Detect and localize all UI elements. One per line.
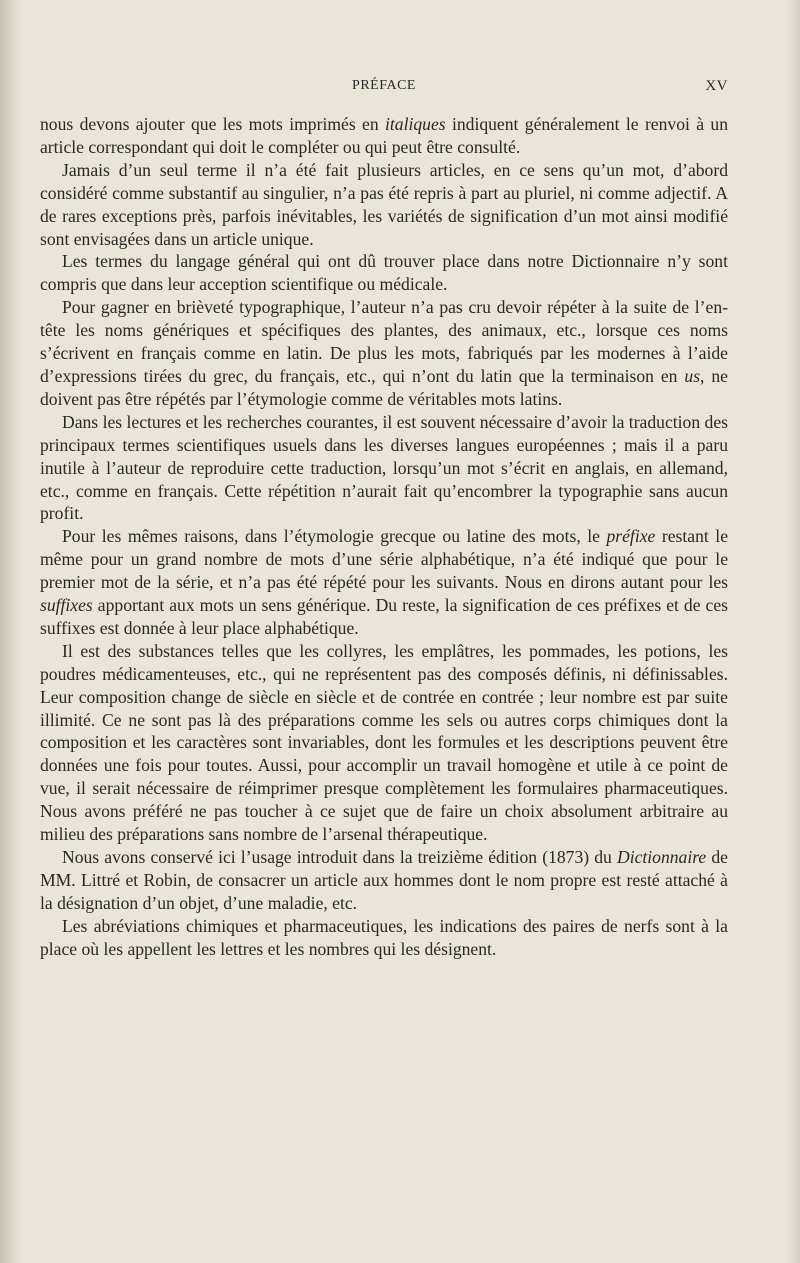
preface-body: [40, 113, 728, 961]
paragraph-7: Il est des substances telles que les collyres, les emplâtres, les pommades, les potions, les poudres médicamenteuses, etc., qui ne représentent pas des composés définis, ni définissables. Leur composition change de siècle en siècle et de contrée en contrée ; leur nombre est par suite illimité. Ce ne sont pas là des préparations comme les sels ou autres corps chimiques dont la composition et les caractères sont invariables, dont les formules et les descriptions peuvent être données une fois pour toutes. Aussi, pour accomplir un travail homogène et utile à ce point de vue, il serait nécessaire de réimprimer presque complètement les formulaires pharmaceutiques. Nous avons préféré ne pas toucher à ce sujet que de faire un choix absolument arbitraire au milieu des préparations sans nombre de l’arsenal thérapeutique.: [40, 640, 728, 845]
italic-term: préfixe: [606, 526, 656, 547]
italic-term: suffixes: [40, 595, 93, 616]
paragraph-2: Jamais d’un seul terme il n’a été fait plusieurs articles, en ce sens qu’un mot, d’abord considéré comme substantif au singulier, n’a pas été repris à part au pluriel, ni comme adjectif. A de rares exceptions près, parfois inévitables, les variétés de signification d’un mot ainsi modifié sont envisagées dans un article unique.: [40, 159, 728, 249]
page-header: [40, 78, 728, 100]
paragraph-9: Les abréviations chimiques et pharmaceutiques, les indications des paires de nerfs sont à la place où les appellent les lettres et les nombres qui les désignent.: [40, 915, 728, 959]
italic-term: us: [684, 365, 701, 386]
paragraph-1: nous devons ajouter que les mots imprimés en italiques indiquent généralement le renvoi à un article correspondant qui doit le compléter ou qui peut être consulté.: [40, 114, 728, 157]
paragraph-3: Les termes du langage général qui ont dû trouver place dans notre Dictionnaire n’y sont compris que dans leur acception scientifique ou médicale.: [40, 251, 728, 295]
page-number: XV: [705, 78, 728, 94]
running-title: PRÉFACE: [352, 78, 416, 93]
page-binding-shadow: [0, 0, 22, 1263]
page-edge-shadow: [786, 0, 800, 1263]
paragraph-8: Nous avons conservé ici l’usage introduit dans la treizième édition (1873) du Dictionnaire de MM. Littré et Robin, de consacrer un article aux hommes dont le nom propre est resté attaché à la désignation d’un objet, d’une maladie, etc.: [40, 847, 728, 913]
paragraph-4: Pour gagner en brièveté typographique, l’auteur n’a pas cru devoir répéter à la suite de l’en-tête les noms génériques et spécifiques des plantes, des animaux, etc., lorsque ces noms s’écrivent en français comme en latin. De plus les mots, fabriqués par les modernes à l’aide d’expressions tirées du grec, du français, etc., qui n’ont du latin que la terminaison en us, ne doivent pas être répétés par l’étymologie comme de véritables mots latins.: [40, 297, 728, 409]
italic-term: Dictionnaire: [616, 847, 707, 867]
paragraph-6: Pour les mêmes raisons, dans l’étymologie grecque ou latine des mots, le préfixe restant le même pour un grand nombre de mots d’une série alphabétique, n’a été indiqué que pour le premier mot de la série, et n’a pas été répété pour les suivants. Nous en dirons autant pour les suffixes apportant aux mots un sens générique. Du reste, la signification de ces préfixes et de ces suffixes est donnée à leur place alphabétique.: [40, 526, 728, 638]
italic-term: italiques: [385, 114, 446, 134]
paragraph-5: Dans les lectures et les recherches courantes, il est souvent nécessaire d’avoir la traduction des principaux termes scientifiques usuels dans les diverses langues européennes ; mais il a paru inutile à l’auteur de reproduire cette traduction, lorsqu’un mot s’écrit en anglais, en allemand, etc., comme en français. Cette répétition n’aurait fait qu’encombrer la typographie sans aucun profit.: [40, 411, 728, 524]
